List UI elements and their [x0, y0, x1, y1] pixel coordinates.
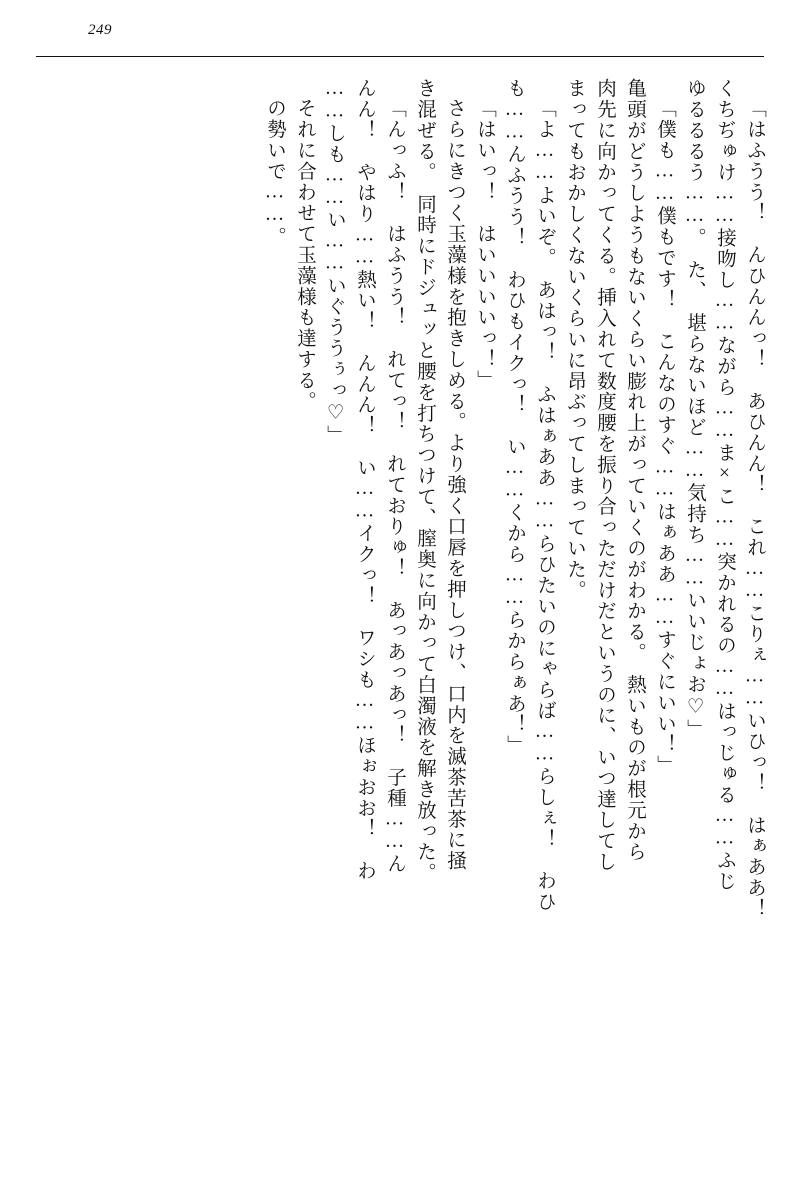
text-column: も……んふうう！ わひもイクっ！ い……くから……らからぁあ！」 — [504, 78, 525, 756]
header-rule — [36, 56, 764, 57]
text-column: 「はいっ！ はいいいいっ！」 — [474, 98, 495, 391]
text-column: の勢いで……。 — [264, 98, 285, 248]
vertical-text-body — [36, 78, 764, 1148]
text-column: ゆるるるう……。 た、 堪らないほど……気持ち……いいじょお♡」 — [684, 78, 705, 740]
page-number: 249 — [88, 22, 112, 38]
text-column: さらにきつく玉藻様を抱きしめる。より強く口唇を押しつけ、口内を滅茶苦茶に掻 — [444, 98, 465, 872]
text-column: んん！ やはり……熱い！ んんん！ い……イクっ！ ワシも……ほぉおお！ わ — [354, 78, 375, 882]
text-column: き混ぜる。 同時にドジュッと腰を打ちつけて、膣奥に向かって白濁液を解き放った。 — [414, 78, 435, 884]
text-column: まってもおかしくないくらいに昂ぶってしまっていた。 — [564, 78, 585, 601]
text-column: それに合わせて玉藻様も達する。 — [294, 98, 315, 412]
text-column: 「んっふ！ はふうう！ れてっ！ れておりゅ！ あっあっあっ！ 子種……ん — [384, 98, 405, 875]
text-column: ……しも……い……いぐううぅっ♡」 — [324, 78, 345, 446]
text-column: くちぢゅけ……接吻し……ながら……ま×こ……突かれるの……はっじゅる……ふじ — [714, 78, 735, 892]
text-column: 「はふうう！ んひんんっ！ あひんん！ これ……こりぇ……いひっ！ はぁああ！ — [744, 98, 765, 920]
text-column: 「僕も……僕もです！ こんなのすぐ……はぁああ……すぐにいい！」 — [654, 98, 675, 776]
text-column: 亀頭がどうしようもないくらい膨れ上がっていくのがわかる。 熱いものが根元から — [624, 78, 645, 863]
text-column: 肉先に向かってくる。挿入れて数度腰を振り合っただけだというのに、いつ達してし — [594, 78, 615, 873]
text-column: 「よ……よいぞ。 あはっ！ ふはぁああ……らひたいのにゃらば……らしぇ！ わひ — [534, 98, 555, 913]
